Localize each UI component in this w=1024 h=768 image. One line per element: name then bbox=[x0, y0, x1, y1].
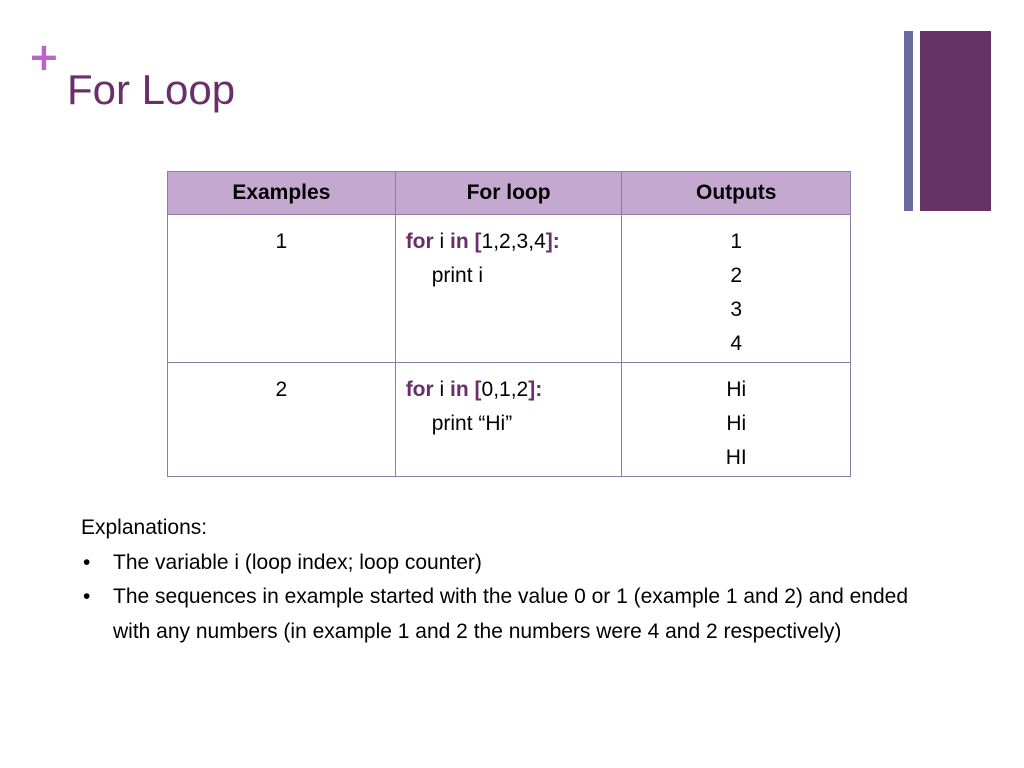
example-number-cell: 1 bbox=[168, 215, 396, 363]
keyword-in: in bbox=[450, 378, 469, 401]
code-line-body: print “Hi” bbox=[431, 412, 513, 435]
decorative-bar-thick bbox=[920, 31, 991, 211]
loop-variable: i bbox=[433, 378, 451, 401]
code-line-body: print i bbox=[431, 264, 484, 287]
bullet-item bbox=[81, 580, 941, 649]
open-bracket: [ bbox=[468, 378, 482, 401]
close-bracket-colon: ]: bbox=[528, 378, 543, 401]
header-examples: Examples bbox=[168, 172, 396, 215]
table-row bbox=[168, 363, 851, 477]
output-line: HI bbox=[725, 446, 747, 469]
for-loop-code-cell bbox=[395, 215, 622, 363]
output-line: Hi bbox=[726, 378, 747, 401]
slide-title: For Loop bbox=[67, 66, 236, 113]
header-outputs: Outputs bbox=[622, 172, 851, 215]
output-line: Hi bbox=[726, 412, 747, 435]
table-row bbox=[168, 215, 851, 363]
keyword-in: in bbox=[450, 230, 469, 253]
bullet-item bbox=[81, 546, 941, 581]
example-number-cell: 2 bbox=[168, 363, 396, 477]
code-line-header bbox=[406, 225, 612, 259]
output-line: 1 bbox=[730, 230, 743, 253]
outputs-cell bbox=[622, 363, 851, 477]
output-line: 4 bbox=[730, 332, 743, 355]
explanations-block bbox=[81, 511, 941, 649]
header-for-loop: For loop bbox=[395, 172, 622, 215]
code-line-header bbox=[406, 373, 612, 407]
loop-sequence: 1,2,3,4 bbox=[481, 230, 546, 253]
for-loop-table bbox=[167, 171, 851, 477]
bullet-text: The variable i (loop index; loop counter) bbox=[113, 550, 482, 574]
output-line: 2 bbox=[730, 264, 743, 287]
open-bracket: [ bbox=[468, 230, 482, 253]
bullet-icon: • bbox=[83, 585, 91, 608]
bullet-icon: • bbox=[83, 550, 91, 574]
table-header-row bbox=[168, 172, 851, 215]
plus-icon: + bbox=[28, 35, 60, 79]
loop-sequence: 0,1,2 bbox=[481, 378, 529, 401]
output-line: 3 bbox=[730, 298, 743, 321]
bullet-text: The sequences in example started with the value 0 or 1 (example 1 and 2) and ended with any numbers (in example 1 and 2 the numbers were 4 and 2 respectively) bbox=[113, 585, 908, 643]
decorative-bar-thin bbox=[904, 31, 913, 211]
keyword-for: for bbox=[405, 378, 434, 401]
keyword-for: for bbox=[405, 230, 434, 253]
explanations-heading: Explanations: bbox=[81, 516, 208, 539]
outputs-cell bbox=[622, 215, 851, 363]
for-loop-code-cell bbox=[395, 363, 622, 477]
loop-variable: i bbox=[433, 230, 451, 253]
close-bracket-colon: ]: bbox=[545, 230, 560, 253]
